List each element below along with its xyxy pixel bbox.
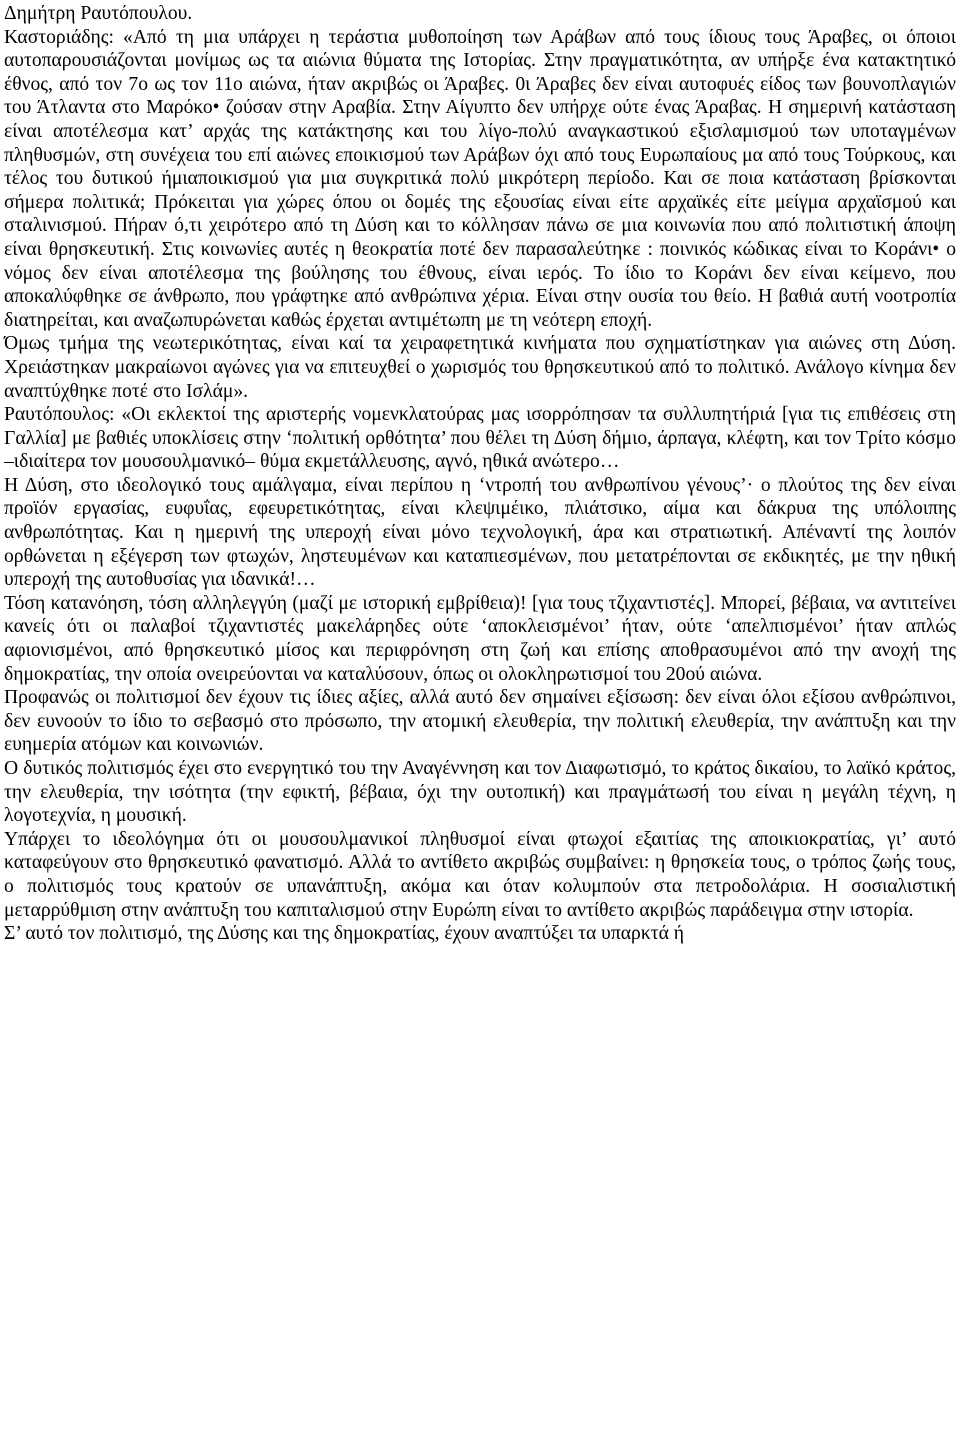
text-segment: Χρειάστηκαν μακραίωνοι αγώνες για να επιτευχθεί ο χωρισμός του θρησκευτικού από το πολιτικό.: [4, 356, 790, 378]
document-page: [4, 2, 956, 946]
text-segment: Η σοσιαλιστική μεταρρύθμιση στην ανάπτυξη του καπιταλισμού στην Ευρώπη είναι το αντίθετο ακριβώς παράδειγμα στην ιστορία.: [4, 875, 956, 921]
author-line: [4, 2, 956, 26]
text-segment: Ραυτόπουλος: «Οι εκλεκτοί της αριστερής νομενκλατούρας μας ισορρόπησαν τα συλλυπητήριά [για τις επιθέσεις στη Γαλλία] με βαθιές υποκλίσεις στην ‘πολιτική ορθότητα’ που θέλει τη Δύση δήμιο, άρπαγα, κλέφτη, και τον Τρίτο κόσμο –ιδιαίτερα τον μουσουλμανικό– θύμα εκμετάλλευσης, αγνό, ηθικά ανώτερο…: [4, 404, 956, 473]
text-segment: Η σημερινή κατάσταση είναι αποτέλεσμα κατ’ αρχάς της κατάκτησης και του λίγο-πολύ αναγκαστικού εξισλαμισμού των υποταγμένων πληθυσμών, στη συνέχεια του επί αιώνες εποικισμού των Αράβων όχι από τους Ευρωπαίους μα από τους Τούρκους, και τέλος του δυτικού ήμιαποικισμού για μια συγκριτικά πολύ μικρότερη περίοδο.: [4, 97, 956, 190]
paragraph-western-civilization: [4, 757, 956, 828]
paragraph-ideologeme: [4, 828, 956, 922]
text-segment: Προφανώς οι πολιτισμοί δεν έχουν τις ίδιες αξίες, αλλά αυτό δεν σημαίνει εξίσωση: δεν είναι όλοι εξίσου ανθρώπινοι, δεν ευνοούν το ίδιο το σεβασμό στο πρόσωπο, την ατομική ελευθερία, την πολιτική ελευθερία, την ανάπτυξη και την ευημερία ατόμων και κοινωνιών.: [4, 687, 956, 756]
text-segment: Το ίδιο το Κοράνι δεν είναι κείμενο, που αποκαλύφθηκε σε άνθρωπο, που γράφτηκε από ανθρώπινα χέρια.: [4, 262, 956, 308]
text-segment: 0ι Άραβες δεν είναι αυτοφυές είδος των βουνοπλαγιών του Άτλαντα στο Μαρόκο• ζούσαν στην Αραβία.: [4, 73, 957, 119]
text-segment: Η βαθιά αυτή νοοτροπία διατηρείται, και αναζωπυρώνεται καθώς έρχεται αντιμέτωπη με τη νεότερη εποχή.: [4, 286, 956, 331]
text-segment: Πήραν ό,τι χειρότερο από τη Δύση και το κόλλησαν πάνω σε μια κοινωνία που από πολιτιστική άποψη είναι θρησκευτική.: [4, 215, 956, 260]
text-segment: Και σε ποια κατάσταση βρίσκονται σήμερα πολιτικά; Πρόκειται για χώρες όπου οι δομές της εξουσίας είναι είτε αρχαϊκές είτε μείγμα αρχαϊσμού και σταλινισμού.: [4, 168, 956, 237]
text-segment: Καστοριάδης: «Από τη μια υπάρχει η τεράστια μυθοποίηση των Αράβων από τους ίδιους τους Άραβες, οι όποιοι αυτοπαρουσιάζονται μονίμως ως τα αιώνια θύματα της Ιστορίας. Στην πραγματικότητα, αν υπήρξε ένα κατακτητικό έθνος, από τον 7ο ως τον 11ο αιώνα, ήταν ακριβώς οι Άραβες.: [4, 26, 956, 95]
text-segment: Η Δύση, στο ιδεολογικό τους αμάλγαμα, είναι περίπου η ‘ντροπή του ανθρωπίνου γένους’· ο πλούτος της δεν είναι προϊόν εργασίας, ευφυΐας, εφευρετικότητας, είναι κλεψιμέικο, πλιάτσικο, αίμα και δάκρυα της υπόλοιπης ανθρωπότητας.: [4, 474, 956, 544]
text-segment: Και η ημερινή της υπεροχή είναι μόνο τεχνολογική, άρα και στρατιωτική.: [123, 522, 773, 544]
text-segment: Τόση κατανόηση, τόση αλληλεγγύη (μαζί με ιστορική εμβρίθεια)! [για τους τζιχαντιστές].: [4, 592, 716, 614]
paragraph-modernity: [4, 332, 956, 403]
text-segment: Σ’ αυτό τον πολιτισμό, της Δύσης και της δημοκρατίας, έχουν αναπτύξει τα υπαρκτά ή: [4, 923, 684, 945]
text-segment: Αλλά το αντίθετο ακριβώς συμβαίνει: η θρησκεία τους, ο τρόπος ζωής τους, ο πολιτισμός τους κρατούν σε υπανάπτυξη, ακόμα και όταν κολυμπούν στα πετροδολάρια.: [4, 852, 956, 897]
text-segment: Ανάλογο κίνημα δεν αναπτύχθηκε ποτέ στο Ισλάμ».: [4, 356, 957, 402]
paragraph-civilizations: [4, 686, 956, 757]
text-segment: Είναι στην ουσία του θείο.: [529, 286, 752, 308]
paragraph-kastoriadis-quote: [4, 26, 956, 333]
text-segment: Μπορεί, βέβαια, να αντιτείνει κανείς ότι οι παλαβοί τζιχαντιστές μακελάρηδες ούτε ‘αποκλεισμένοι’ ήταν, ούτε ‘απελπισμένοι’ ήταν απλώς αφιονισμένοι, από θρησκευτικό μίσος και περιφρόνηση στη ζωή και επίσης αποθρασυμένοι από την ανοχή της δημοκρατίας, την οποία ονειρεύονται να καταλύσουν, όπως οι ολοκληρωτισμοί του 20ού αιώνα.: [4, 592, 956, 685]
paragraph-rautopoulos-quote: [4, 403, 956, 474]
paragraph-last-line: [4, 922, 956, 946]
paragraph-understanding: [4, 592, 956, 686]
text-segment: Στις κοινωνίες αυτές η θεοκρατία ποτέ δεν παρασαλεύτηκε : ποινικός κώδικας είναι το Κοράνι• ο νόμος δεν είναι αποτέλεσμα της βούλησης του έθνους, είναι ιερός.: [4, 238, 956, 284]
text-segment: Όμως τμήμα της νεωτερικότητας, είναι καί τα χειραφετητικά κινήματα που σχηματίστηκαν για αιώνες στη Δύση.: [4, 333, 956, 355]
text-segment: Ο δυτικός πολιτισμός έχει στο ενεργητικό του την Αναγέννηση και τον Διαφωτισμό, το κράτος δικαίου, το λαϊκό κράτος, την ελευθερία, την ισότητα (την εφικτή, βέβαια, όχι την ουτοπική) και πραγμάτωσή του είναι η μεγάλη τέχνη, η λογοτεχνία, η μουσική.: [4, 758, 956, 827]
text-segment: Δημήτρη Ραυτόπουλου.: [4, 3, 193, 24]
text-segment: Στην Αίγυπτο δεν υπήρχε ούτε ένας Άραβας.: [395, 97, 762, 119]
text-segment: Απέναντί της λοιπόν ορθώνεται η εξέγερση των φτωχών, ληστευμένων και καταπιεσμένων, που μετατρέπονται σε εκδικητές, με την ηθική υπεροχή της αυτοθυσίας για ιδανικά!…: [4, 522, 956, 591]
paragraph-west-amalgam: [4, 474, 956, 592]
text-segment: Υπάρχει το ιδεολόγημα ότι οι μουσουλμανικοί πληθυσμοί είναι φτωχοί εξαιτίας της αποικιοκρατίας, γι’ αυτό καταφεύγουν στο θρησκευτικό φανατισμό.: [4, 828, 956, 874]
